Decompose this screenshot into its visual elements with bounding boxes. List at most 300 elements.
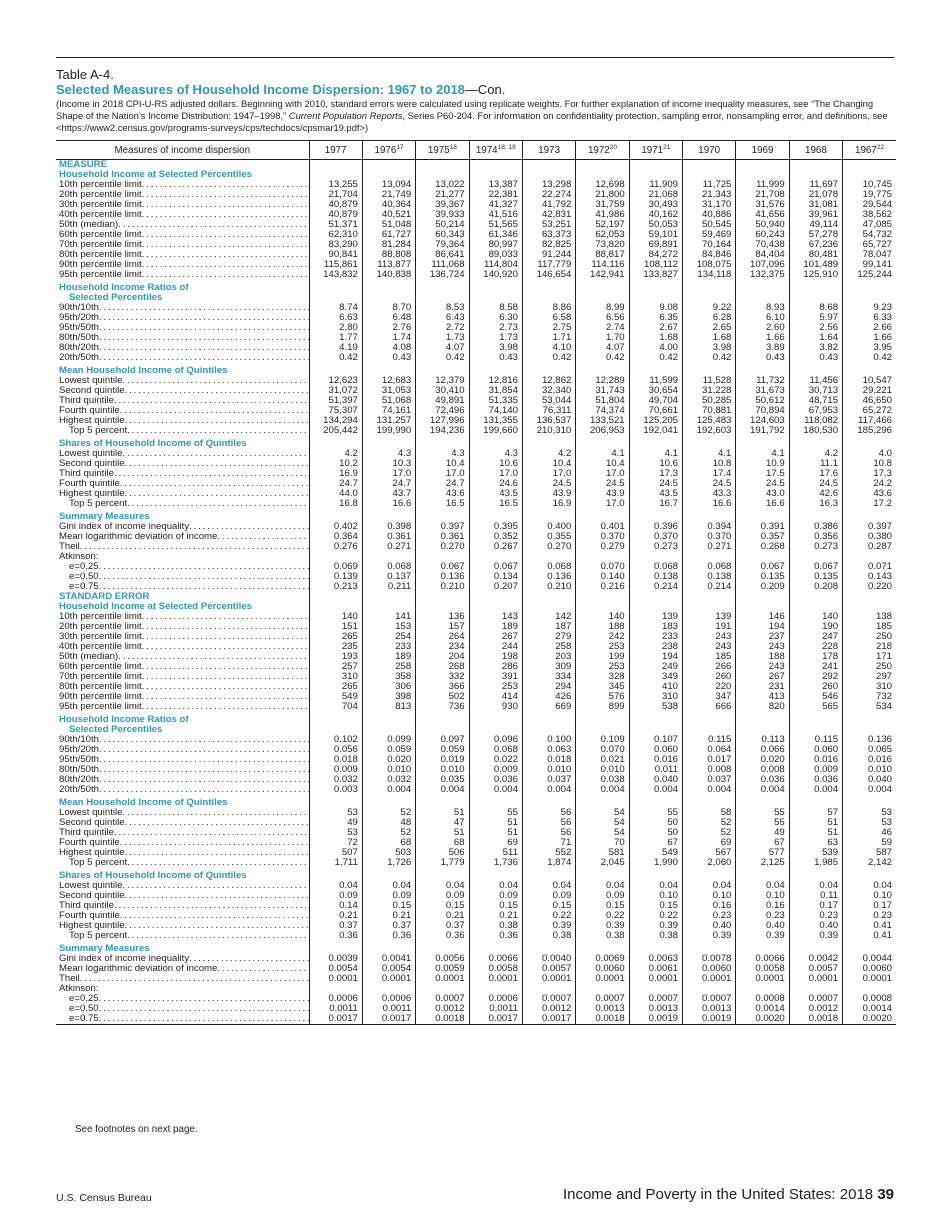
value-cell: 24.5 [629,479,682,489]
value-cell: 17.3 [843,469,896,479]
table-body [56,160,896,1025]
empty-cell [736,512,789,522]
value-cell: 260 [789,682,842,692]
empty-cell [789,439,842,449]
empty-cell [629,725,682,735]
value-cell: 0.020 [362,755,415,765]
value-cell: 1.66 [843,333,896,343]
row-label-wrap [59,642,309,652]
row-label-text: 40th percentile limit [59,210,142,220]
value-cell: 53 [309,828,362,838]
row-label-text: 95th percentile limit [59,702,142,712]
empty-cell [683,366,736,376]
value-cell: 930 [469,702,522,712]
row-label-wrap [59,406,309,416]
value-cell: 16.8 [309,499,362,509]
value-cell: 0.004 [416,785,469,795]
empty-cell [309,293,362,303]
table-row [56,808,896,818]
value-cell: 0.22 [576,911,629,921]
table-row [56,1004,896,1014]
table-row [56,303,896,313]
leader-dots [99,1014,309,1024]
row-label-wrap [59,808,309,818]
value-cell: 0.016 [843,755,896,765]
value-cell: 0.370 [683,532,736,542]
value-cell: 13,387 [469,180,522,190]
value-cell: 0.004 [362,785,415,795]
value-cell: 732 [843,692,896,702]
value-cell: 0.0001 [683,974,736,984]
value-cell: 50,285 [683,396,736,406]
value-cell: 0.0066 [736,954,789,964]
value-cell [416,552,469,562]
value-cell: 2.56 [789,323,842,333]
table-row [56,921,896,931]
value-cell [789,984,842,994]
value-cell: 0.036 [469,775,522,785]
empty-cell [683,170,736,180]
value-cell: 0.15 [522,901,575,911]
value-cell: 138 [843,612,896,622]
value-cell: 2.66 [843,323,896,333]
value-cell: 0.0001 [469,974,522,984]
table-row [56,682,896,692]
row-label [56,745,309,755]
value-cell: 0.096 [469,735,522,745]
empty-cell [576,602,629,612]
value-cell: 0.0017 [522,1014,575,1025]
value-cell: 11,732 [736,376,789,386]
row-label [56,765,309,775]
value-cell: 40,521 [362,210,415,220]
value-cell: 0.032 [309,775,362,785]
row-label-text: 95th/50th [59,323,100,333]
value-cell: 58 [683,808,736,818]
subsection-heading-row [56,439,896,449]
empty-cell [469,871,522,881]
table-row [56,828,896,838]
value-cell: 704 [309,702,362,712]
table-row [56,984,896,994]
row-label [56,964,309,974]
value-cell: 21,800 [576,190,629,200]
empty-cell [309,170,362,180]
value-cell: 50,053 [629,220,682,230]
empty-cell [362,715,415,725]
empty-cell [683,798,736,808]
empty-cell [576,871,629,881]
row-label-text: Top 5 percent [69,931,128,941]
column-header-year [683,141,736,160]
subsection-heading [56,715,309,725]
row-label-text: 20th/50th [59,785,100,795]
value-cell: 193 [309,652,362,662]
value-cell: 75,307 [309,406,362,416]
value-cell [416,984,469,994]
value-cell: 134,118 [683,270,736,280]
row-label [56,994,309,1004]
value-cell: 151 [309,622,362,632]
value-cell: 0.067 [789,562,842,572]
value-cell: 198 [469,652,522,662]
value-cell: 43.7 [362,489,415,499]
row-label-wrap [59,848,309,858]
value-cell: 2,045 [576,858,629,868]
row-label [56,489,309,499]
row-label-wrap [59,522,309,532]
value-cell: 139 [629,612,682,622]
row-label-text: 50th (median) [59,220,119,230]
empty-cell [629,160,682,171]
value-cell: 0.15 [629,901,682,911]
value-cell: 0.0040 [522,954,575,964]
value-cell: 8.93 [736,303,789,313]
subsection-heading-row [56,871,896,881]
value-cell: 31,743 [576,386,629,396]
value-cell: 10,547 [843,376,896,386]
value-cell: 0.019 [416,755,469,765]
value-cell: 3.89 [736,343,789,353]
value-cell: 54,732 [843,230,896,240]
empty-cell [683,512,736,522]
value-cell: 125,483 [683,416,736,426]
value-cell: 11.1 [789,459,842,469]
value-cell: 6.48 [362,313,415,323]
row-label-wrap [59,652,309,662]
value-cell: 666 [683,702,736,712]
empty-cell [416,944,469,954]
row-label [56,785,309,795]
value-cell: 4.3 [469,449,522,459]
value-cell [736,984,789,994]
value-cell: 549 [629,848,682,858]
value-cell: 49,891 [416,396,469,406]
value-cell: 1,736 [469,858,522,868]
value-cell: 124,603 [736,416,789,426]
empty-cell [416,439,469,449]
row-label-wrap [59,662,309,672]
leader-dots [122,376,308,386]
empty-cell [736,871,789,881]
year-label: 1975 [427,145,450,156]
value-cell: 0.0014 [843,1004,896,1014]
heading-text: Selected Percentiles [69,293,163,303]
value-cell: 30,654 [629,386,682,396]
value-cell: 40,879 [309,200,362,210]
table-row [56,313,896,323]
value-cell: 59,101 [629,230,682,240]
row-label-wrap [59,755,309,765]
value-cell: 0.067 [416,562,469,572]
value-cell: 410 [629,682,682,692]
value-cell: 0.211 [362,582,415,592]
table-row [56,858,896,868]
value-cell: 51,068 [362,396,415,406]
value-cell: 50,612 [736,396,789,406]
leader-dots [142,622,309,632]
empty-cell [576,944,629,954]
table-row [56,642,896,652]
empty-cell [522,170,575,180]
value-cell: 0.004 [469,785,522,795]
value-cell: 0.04 [843,881,896,891]
row-label-text: 90th percentile limit [59,260,142,270]
leader-dots [125,921,309,931]
value-cell: 24.2 [843,479,896,489]
value-cell: 2.76 [362,323,415,333]
row-label-wrap [59,765,309,775]
value-cell: 50 [629,828,682,838]
value-cell: 0.010 [843,765,896,775]
value-cell: 0.060 [629,745,682,755]
value-cell: 24.7 [309,479,362,489]
value-cell: 1,985 [789,858,842,868]
value-cell: 6.58 [522,313,575,323]
value-cell: 241 [789,662,842,672]
value-cell: 0.22 [522,911,575,921]
value-cell: 0.018 [522,755,575,765]
value-cell: 0.068 [469,745,522,755]
value-cell: 53,044 [522,396,575,406]
value-cell: 188 [736,652,789,662]
row-label-text: Second quintile [59,818,125,828]
value-cell: 0.0001 [629,974,682,984]
row-label-wrap [59,891,309,901]
value-cell: 210,310 [522,426,575,436]
value-cell: 0.43 [736,353,789,363]
subsection-heading [56,871,309,881]
value-cell: 22,274 [522,190,575,200]
leader-dots [99,1004,309,1014]
value-cell: 146,654 [522,270,575,280]
row-label-wrap [59,449,309,459]
table-row [56,692,896,702]
value-cell: 0.004 [736,785,789,795]
value-cell: 136,724 [416,270,469,280]
value-cell: 16.5 [469,499,522,509]
value-cell: 12,289 [576,376,629,386]
empty-cell [843,283,896,293]
leader-dots [142,682,309,692]
value-cell: 0.070 [576,745,629,755]
table-row [56,532,896,542]
value-cell: 1,779 [416,858,469,868]
row-label [56,469,309,479]
row-label-wrap [59,858,309,868]
value-cell: 143 [469,612,522,622]
value-cell: 11,599 [629,376,682,386]
value-cell: 0.069 [309,562,362,572]
subsection-heading-row [56,602,896,612]
value-cell: 292 [789,672,842,682]
value-cell: 0.16 [683,901,736,911]
year-label: 1973 [538,144,561,156]
row-label [56,386,309,396]
value-cell: 59,469 [683,230,736,240]
table-row [56,562,896,572]
value-cell: 0.0012 [522,1004,575,1014]
value-cell: 0.38 [522,931,575,941]
empty-cell [416,725,469,735]
row-label-wrap [59,376,309,386]
empty-cell [469,439,522,449]
value-cell: 10.4 [576,459,629,469]
row-label [56,333,309,343]
empty-cell [629,283,682,293]
empty-cell [416,512,469,522]
row-label-text: 70th percentile limit [59,672,142,682]
value-cell: 0.355 [522,532,575,542]
value-cell: 114,804 [469,260,522,270]
empty-cell [469,602,522,612]
value-cell: 309 [522,662,575,672]
section-heading-row [56,592,896,602]
value-cell: 0.11 [789,891,842,901]
empty-cell [522,160,575,171]
value-cell: 11,456 [789,376,842,386]
table-title-suffix: —Con. [464,82,506,97]
value-cell: 39,367 [416,200,469,210]
value-cell: 42,831 [522,210,575,220]
value-cell: 0.39 [522,921,575,931]
row-label-text: Second quintile [59,459,125,469]
value-cell: 1.66 [736,333,789,343]
value-cell: 57,278 [789,230,842,240]
value-cell: 0.036 [789,775,842,785]
empty-cell [309,283,362,293]
value-cell: 43.6 [416,489,469,499]
note-italic: Current Population Reports [288,110,403,122]
row-label-wrap [59,692,309,702]
value-cell: 0.113 [736,735,789,745]
value-cell: 41,792 [522,200,575,210]
value-cell: 31,759 [576,200,629,210]
table-row [56,1014,896,1025]
value-cell: 131,355 [469,416,522,426]
value-cell: 0.04 [309,881,362,891]
value-cell: 55 [629,808,682,818]
row-label-text: 95th/20th [59,313,100,323]
row-label [56,931,309,941]
empty-cell [469,283,522,293]
table-row [56,220,896,230]
value-cell: 84,272 [629,250,682,260]
leader-dots [127,931,309,941]
value-cell: 0.352 [469,532,522,542]
row-label-wrap [59,200,309,210]
value-cell: 22,381 [469,190,522,200]
table-title-text: Selected Measures of Household Income Dispersion: 1967 to 2018 [56,82,465,97]
empty-cell [789,160,842,171]
table-row [56,881,896,891]
row-label-wrap [59,499,309,509]
empty-cell [843,439,896,449]
row-label-text: Highest quintile [59,489,125,499]
heading-text: Selected Percentiles [69,725,163,735]
value-cell: 54 [576,818,629,828]
table-row [56,775,896,785]
row-label [56,532,309,542]
value-cell: 0.400 [522,522,575,532]
subsection-heading [56,170,309,180]
table-row [56,542,896,552]
value-cell: 250 [843,632,896,642]
value-cell: 253 [469,682,522,692]
value-cell: 0.40 [789,921,842,931]
leader-dots [99,755,308,765]
row-label [56,901,309,911]
value-cell: 8.99 [576,303,629,313]
row-label-text: 90th/10th [59,303,100,313]
row-label [56,911,309,921]
value-cell: 0.0001 [362,974,415,984]
value-cell: 0.068 [683,562,736,572]
value-cell: 0.21 [362,911,415,921]
value-cell: 0.010 [362,765,415,775]
table-row [56,459,896,469]
value-cell: 6.28 [683,313,736,323]
row-label-text: Mean logarithmic deviation of income [59,964,218,974]
value-cell: 0.0017 [309,1014,362,1025]
value-cell: 265 [309,682,362,692]
value-cell: 1.68 [683,333,736,343]
value-cell: 6.43 [416,313,469,323]
value-cell: 0.107 [629,735,682,745]
heading-text: Household Income at Selected Percentiles [59,170,253,180]
value-cell: 0.42 [683,353,736,363]
value-cell: 244 [469,642,522,652]
value-cell: 539 [789,848,842,858]
value-cell: 2.74 [576,323,629,333]
value-cell: 0.009 [309,765,362,775]
value-cell: 0.0063 [629,954,682,964]
value-cell: 3.82 [789,343,842,353]
value-cell: 0.135 [789,572,842,582]
value-cell: 0.04 [576,881,629,891]
value-cell: 69 [683,838,736,848]
subsection-heading [56,602,309,612]
row-label-wrap [59,745,309,755]
row-label-wrap [59,984,309,994]
value-cell: 49,114 [789,220,842,230]
table-row [56,343,896,353]
empty-cell [629,512,682,522]
table-row [56,426,896,436]
value-cell: 1,711 [309,858,362,868]
year-footnote-ref: 18 [449,144,457,151]
value-cell: 13,022 [416,180,469,190]
leader-dots [217,964,308,974]
value-cell: 17.0 [469,469,522,479]
row-label-wrap [59,469,309,479]
value-cell: 61,727 [362,230,415,240]
value-cell: 6.33 [843,313,896,323]
subsection-heading-row [56,366,896,376]
value-cell: 0.401 [576,522,629,532]
value-cell: 231 [736,682,789,692]
value-cell: 0.060 [789,745,842,755]
value-cell: 426 [522,692,575,702]
value-cell: 0.394 [683,522,736,532]
leader-dots [125,459,309,469]
value-cell: 0.42 [522,353,575,363]
value-cell: 17.6 [789,469,842,479]
table-row [56,386,896,396]
leader-dots [189,954,308,964]
value-cell: 60,343 [416,230,469,240]
value-cell: 82,825 [522,240,575,250]
